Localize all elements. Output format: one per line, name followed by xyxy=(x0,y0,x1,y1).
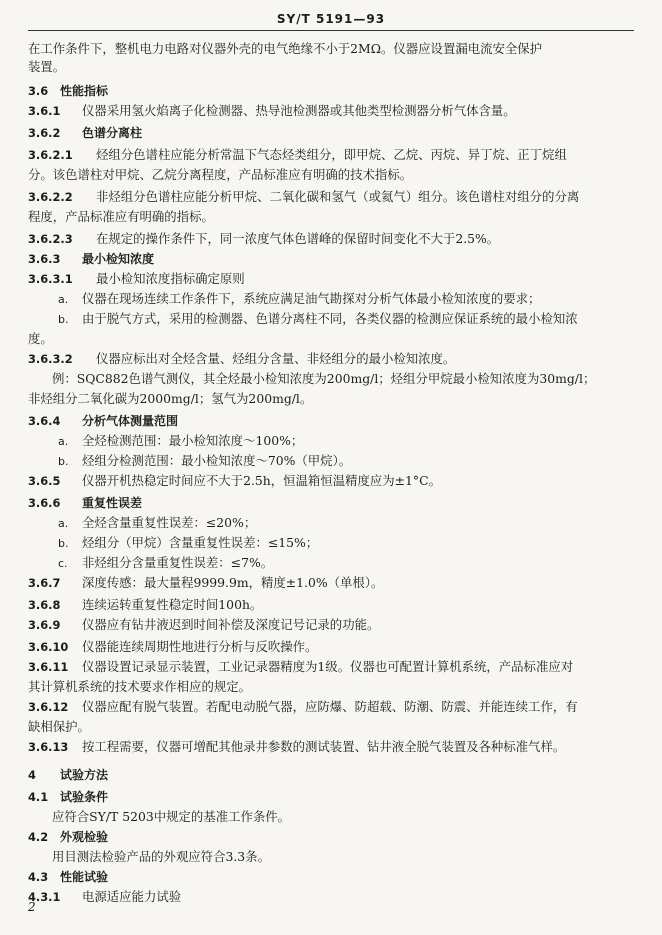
line-text: 全烃检测范围：最小检知浓度～100%； xyxy=(82,433,304,448)
line-text: 由于脱气方式，采用的检测器、色谱分离柱不同，各类仪器的检测应保证系统的最小检知浓 xyxy=(82,311,578,326)
header-rule xyxy=(28,30,634,31)
text-line xyxy=(28,40,634,58)
line-text: 仪器设置记录显示装置，工业记录器精度为1级。仪器也可配置计算机系统，产品标准应对 xyxy=(82,659,574,674)
clause-number: 3.6.9 xyxy=(28,618,61,632)
line-text: 度。 xyxy=(28,331,53,346)
clause-line xyxy=(28,574,634,592)
list-item xyxy=(58,310,634,329)
clause-line xyxy=(28,658,634,676)
list-item xyxy=(58,432,634,451)
line-text: 仪器开机热稳定时间应不大于2.5h，恒温箱恒温精度应为±1°C。 xyxy=(82,473,442,488)
list-letter: a. xyxy=(58,293,69,306)
line-text: 仪器应有钻井液迟到时间补偿及深度记号记录的功能。 xyxy=(82,617,380,632)
clause-line xyxy=(28,616,634,634)
line-text: 非烃组分二氧化碳为2000mg/l；氢气为200mg/l。 xyxy=(28,391,313,406)
line-text: 仪器应标出对全烃含量、烃组分含量、非烃组分的最小检知浓度。 xyxy=(96,351,456,366)
line-text: 试验条件 xyxy=(60,790,109,804)
clause-number: 3.6.6 xyxy=(28,496,61,510)
line-text: 用目测法检验产品的外观应符合3.3条。 xyxy=(52,849,270,864)
standard-header: SY/T 5191—93 xyxy=(276,12,386,26)
line-text: 试验方法 xyxy=(60,768,109,782)
line-text: 按工程需要，仪器可增配其他录井参数的测试装置、钻井液全脱气装置及各种标准气样。 xyxy=(82,739,566,754)
line-text: 连续运转重复性稳定时间100h。 xyxy=(82,597,263,612)
list-letter: b. xyxy=(58,313,69,326)
line-text: 电源适应能力试验 xyxy=(82,889,182,904)
clause-line xyxy=(28,596,634,614)
line-text: 在工作条件下，整机电力电路对仪器外壳的电气绝缘不小于2MΩ。仪器应设置漏电流安全保护 xyxy=(28,41,543,56)
text-line xyxy=(28,718,634,736)
clause-line xyxy=(28,698,634,716)
clause-line xyxy=(28,350,634,368)
list-item xyxy=(58,514,634,533)
list-item xyxy=(58,554,634,573)
clause-number: 4.3 xyxy=(28,870,49,884)
line-text: 分析气体测量范围 xyxy=(82,414,179,428)
list-item xyxy=(58,452,634,471)
line-text: 缺相保护。 xyxy=(28,719,90,734)
list-letter: b. xyxy=(58,537,69,550)
clause-line xyxy=(28,82,634,100)
page-number: 2 xyxy=(28,900,36,914)
clause-line xyxy=(28,230,634,248)
clause-line xyxy=(28,250,634,268)
line-text: 程度，产品标准应有明确的指标。 xyxy=(28,209,214,224)
list-item xyxy=(58,290,634,309)
clause-line xyxy=(28,102,634,120)
clause-number: 3.6.4 xyxy=(28,414,61,428)
text-line xyxy=(28,208,634,226)
text-line xyxy=(28,166,634,184)
clause-number: 3.6.5 xyxy=(28,474,61,488)
clause-number: 4.3.1 xyxy=(28,890,61,904)
line-text: 仪器在现场连续工作条件下，系统应满足油气勘探对分析气体最小检知浓度的要求； xyxy=(82,291,541,306)
clause-line xyxy=(28,738,634,756)
text-line xyxy=(28,678,634,696)
clause-line xyxy=(28,412,634,430)
line-text: 应符合SY/T 5203中规定的基准工作条件。 xyxy=(52,809,291,824)
line-text: 烃组分色谱柱应能分析常温下气态烃类组分，即甲烷、乙烷、丙烷、异丁烷、正丁烷组 xyxy=(96,147,567,162)
list-letter: b. xyxy=(58,455,69,468)
clause-line xyxy=(28,188,634,206)
line-text: 烃组分（甲烷）含量重复性误差：≤15%； xyxy=(82,535,319,550)
clause-line xyxy=(28,124,634,142)
list-letter: a. xyxy=(58,517,69,530)
line-text: 分。该色谱柱对甲烷、乙烷分离程度，产品标准应有明确的技术指标。 xyxy=(28,167,413,182)
list-letter: a. xyxy=(58,435,69,448)
clause-number: 3.6.7 xyxy=(28,576,61,590)
clause-line xyxy=(28,788,634,806)
text-line xyxy=(52,808,634,826)
list-item xyxy=(58,534,634,553)
clause-line xyxy=(28,472,634,490)
clause-number: 3.6.12 xyxy=(28,700,69,714)
line-text: 全烃含量重复性误差：≤20%； xyxy=(82,515,257,530)
line-text: 外观检验 xyxy=(60,830,109,844)
text-line xyxy=(28,330,634,348)
clause-line xyxy=(28,494,634,512)
line-text: 非烃组分色谱柱应能分析甲烷、二氧化碳和氢气（或氦气）组分。该色谱柱对组分的分离 xyxy=(96,189,580,204)
clause-line xyxy=(28,638,634,656)
line-text: 其计算机系统的技术要求作相应的规定。 xyxy=(28,679,252,694)
clause-number: 3.6.2 xyxy=(28,126,61,140)
clause-number: 3.6.3.2 xyxy=(28,352,73,366)
line-text: 在规定的操作条件下，同一浓度气体色谱峰的保留时间变化不大于2.5%。 xyxy=(96,231,500,246)
line-text: 仪器应配有脱气装置。若配电动脱气器，应防爆、防超载、防潮、防震、并能连续工作，有 xyxy=(82,699,578,714)
line-text: 性能试验 xyxy=(60,870,109,884)
clause-number: 3.6.2.2 xyxy=(28,190,73,204)
line-text: 装置。 xyxy=(28,59,66,74)
clause-number: 3.6.2.3 xyxy=(28,232,73,246)
line-text: 性能指标 xyxy=(60,84,109,98)
line-text: 重复性误差 xyxy=(82,496,143,510)
line-text: 烃组分检测范围：最小检知浓度～70%（甲烷）。 xyxy=(82,453,352,468)
clause-number: 3.6.1 xyxy=(28,104,61,118)
clause-number: 4 xyxy=(28,768,36,782)
clause-number: 3.6.3 xyxy=(28,252,61,266)
clause-number: 3.6 xyxy=(28,84,49,98)
text-line xyxy=(52,848,634,866)
line-text: 仪器能连续周期性地进行分析与反吹操作。 xyxy=(82,639,318,654)
line-text: 最小检知浓度指标确定原则 xyxy=(96,271,245,286)
text-line xyxy=(52,370,634,388)
line-text: 深度传感：最大量程9999.9m，精度±1.0%（单根）。 xyxy=(82,575,384,590)
clause-number: 3.6.10 xyxy=(28,640,69,654)
clause-number: 3.6.13 xyxy=(28,740,69,754)
clause-number: 3.6.11 xyxy=(28,660,69,674)
clause-line xyxy=(28,868,634,886)
line-text: 例：SQC882色谱气测仪，其全烃最小检知浓度为200mg/l；烃组分甲烷最小检知浓度为30mg/l； xyxy=(52,371,596,386)
clause-number: 3.6.8 xyxy=(28,598,61,612)
clause-line xyxy=(28,270,634,288)
clause-number: 3.6.3.1 xyxy=(28,272,73,286)
clause-line xyxy=(28,888,634,906)
list-letter: c. xyxy=(58,557,68,570)
clause-number: 3.6.2.1 xyxy=(28,148,73,162)
text-line xyxy=(28,58,634,76)
clause-number: 4.2 xyxy=(28,830,49,844)
text-line xyxy=(28,390,634,408)
clause-number: 4.1 xyxy=(28,790,49,804)
line-text: 最小检知浓度 xyxy=(82,252,155,266)
line-text: 色谱分离柱 xyxy=(82,126,143,140)
clause-line xyxy=(28,828,634,846)
clause-line xyxy=(28,766,634,784)
line-text: 仪器采用氢火焰离子化检测器、热导池检测器或其他类型检测器分析气体含量。 xyxy=(82,103,516,118)
line-text: 非烃组分含量重复性误差：≤7%。 xyxy=(82,555,274,570)
clause-line xyxy=(28,146,634,164)
